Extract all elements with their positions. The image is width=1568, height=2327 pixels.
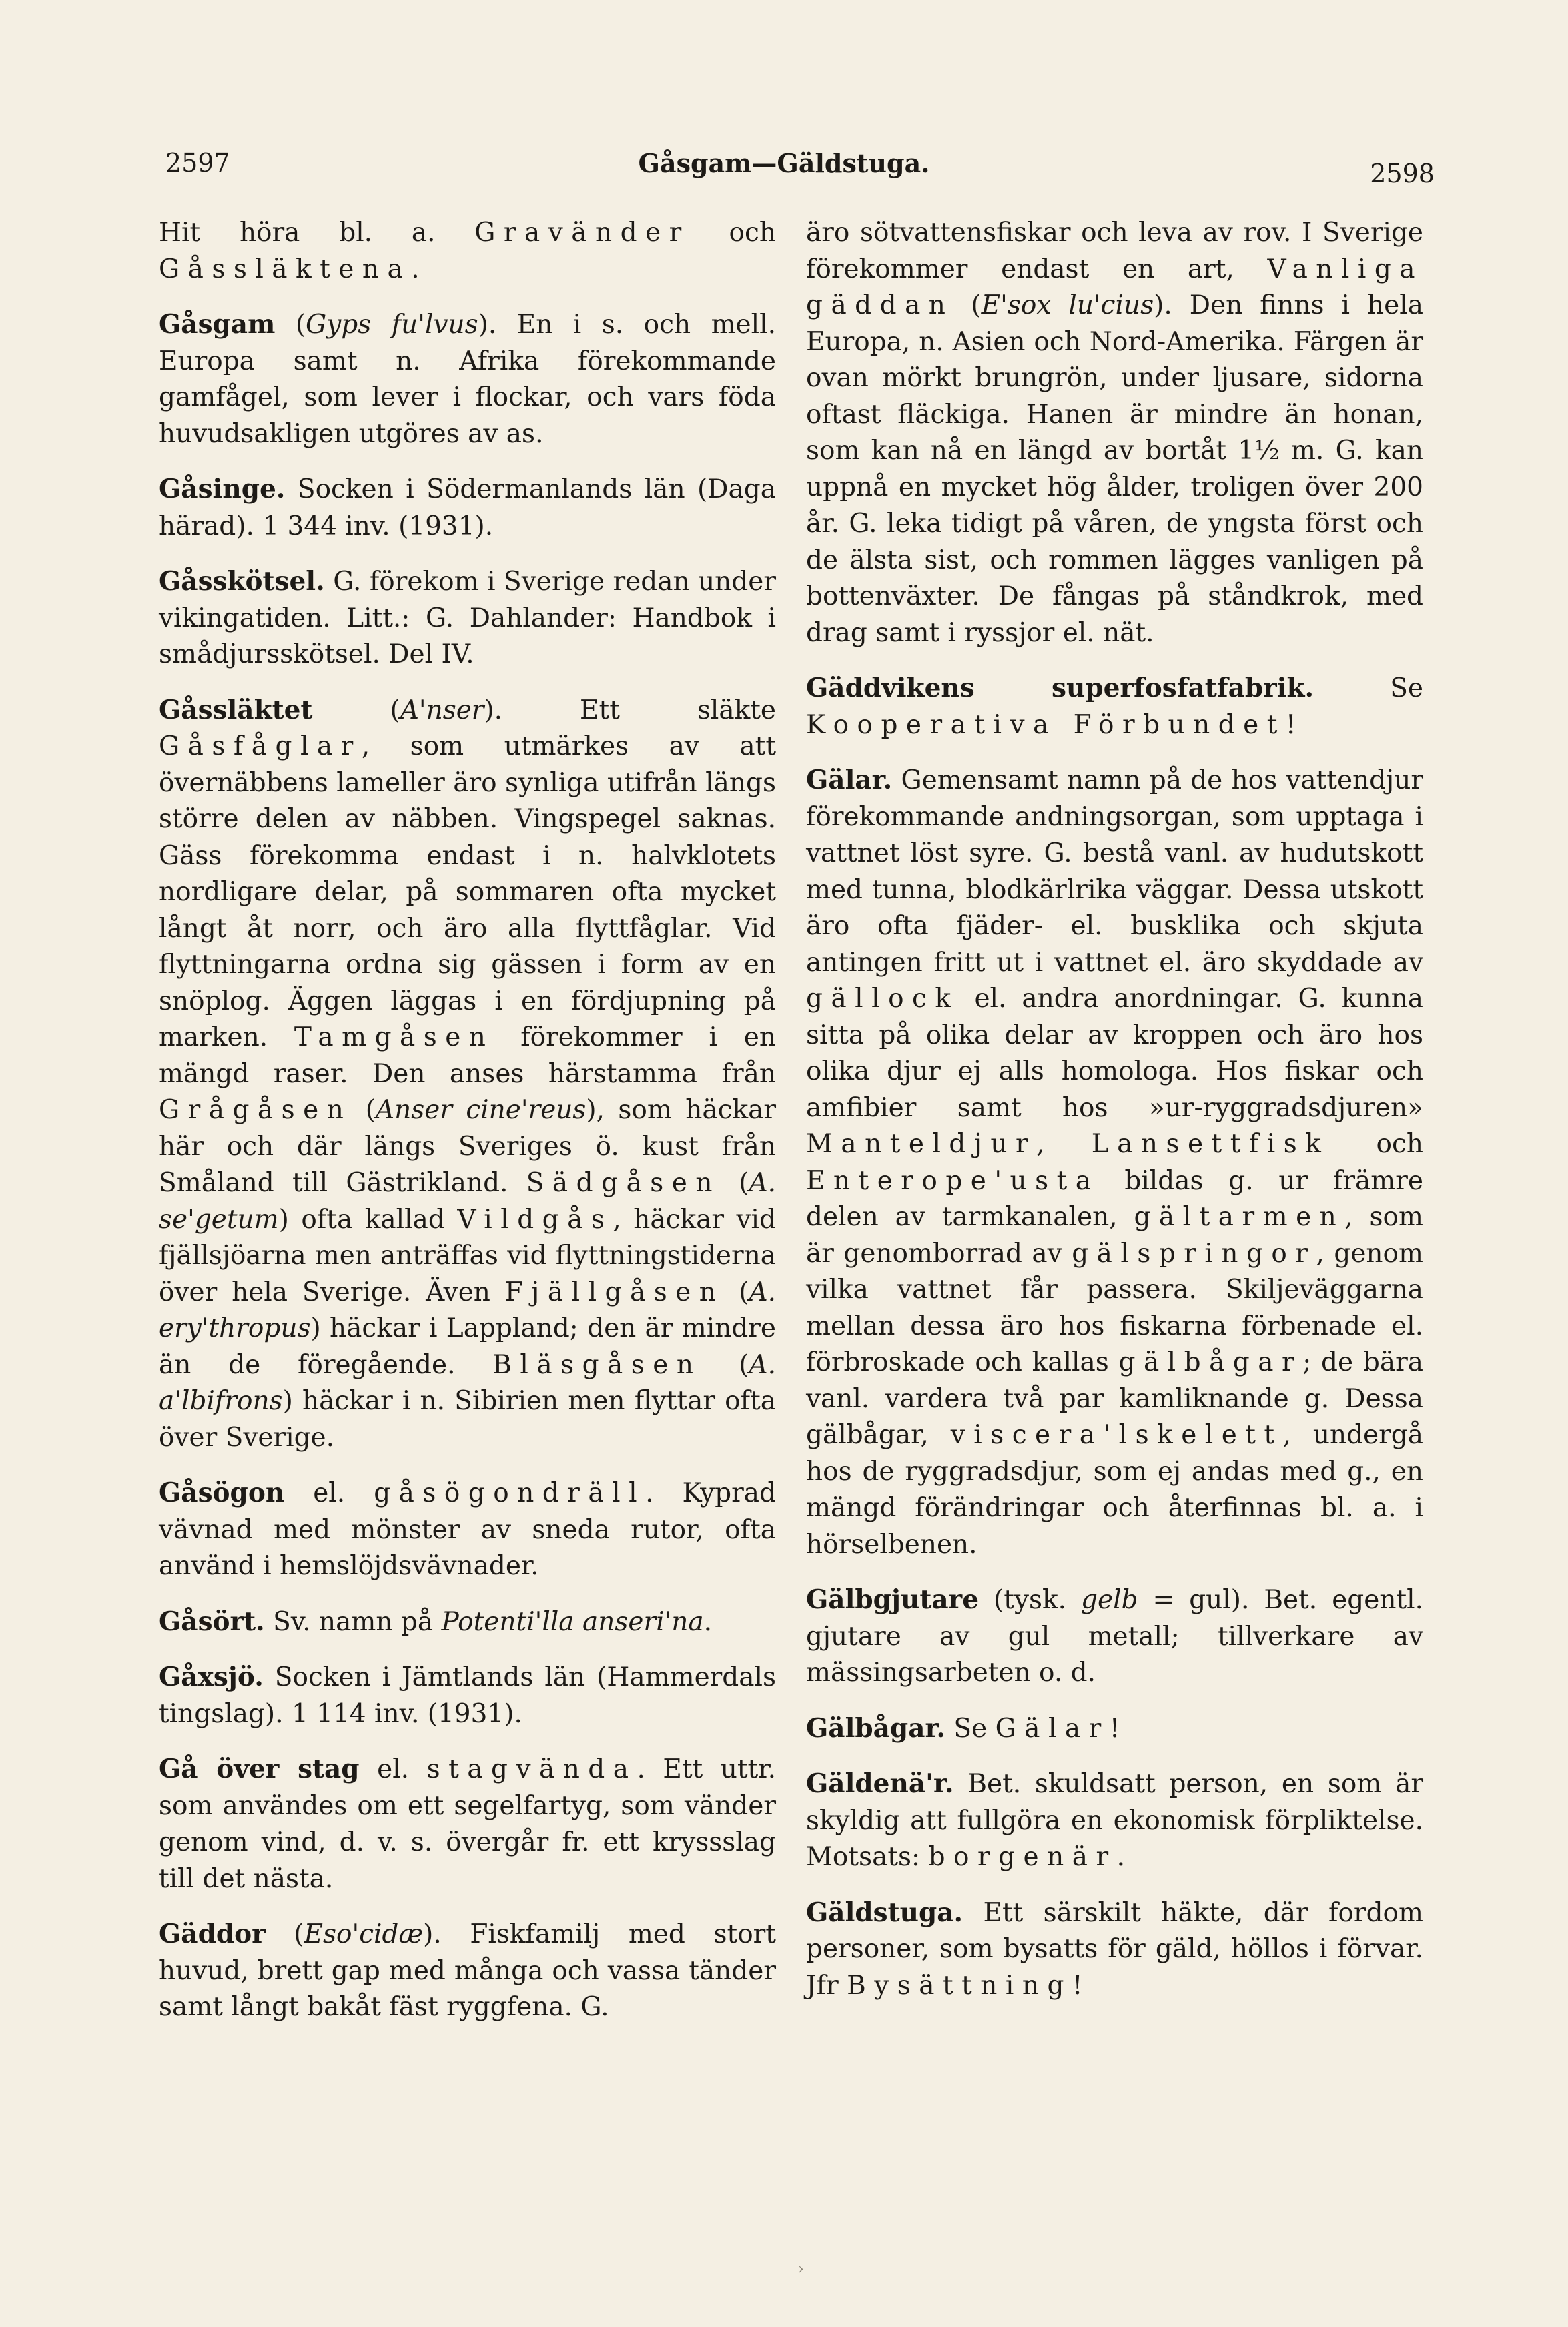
- entry-ga-over-stag: Gå över stag el. stagvända. Ett uttr. som användes om ett segelfartyg, som vänder genom vind, d. v. s. övergår fr. ett kryssslag till det nästa.: [159, 1754, 776, 1894]
- headword: Gälbågar.: [806, 1712, 946, 1744]
- entry-gaddor: Gäddor (Eso'cidæ). Fiskfamilj med stort huvud, brett gap med många och vassa tänder samt långt bakåt fäst ryggfena. G.: [159, 1919, 776, 2022]
- left-page-number: 2597: [165, 148, 230, 178]
- entry-gasslaktet: Gåssläktet (A'nser). Ett släkte Gåsfåglar, som utmärkes av att övernäbbens lameller äro synliga utifrån längs större delen av näbben. Vingspegel saknas. Gäss förekomma endast i n. halvklotets nordligare delar, på sommaren ofta mycket långt åt norr, och äro alla flyttfåglar. Vid flyttningarna ordna sig gässen i form av en snöplog. Äggen läggas i en fördjupning på marken. Tamgåsen förekommer i en mängd raser. Den anses härstamma från Grågåsen (Anser cine'reus), som häckar här och där längs Sveriges ö. kust från Småland till Gästrikland. Sädgåsen (A. se'getum) ofta kallad Vildgås, häckar vid fjällsjöarna men anträffas vid flyttningstiderna över hela Sverige. Även Fjällgåsen (A. ery'thropus) häckar i Lappland; den är mindre än de föregående. Bläsgåsen (A. a'lbifrons) häckar i n. Sibirien men flyttar ofta över Sverige.: [159, 694, 776, 1453]
- entry-galdstuga: Gäldstuga. Ett särskilt häkte, där fordom personer, som bysatts för gäld, höllos i förvar. Jfr Bysättning!: [806, 1897, 1423, 2001]
- headword: Gälbgjutare: [806, 1584, 979, 1615]
- entry-gasort: Gåsört. Sv. namn på Potenti'lla anseri'na.: [159, 1606, 713, 1637]
- entry-galbagar: Gälbågar. Se Gälar!: [806, 1712, 1120, 1744]
- headword: Gälar.: [806, 765, 893, 795]
- running-title: Gåsgam—Gäldstuga.: [638, 148, 930, 178]
- headword: Gåssläktet: [159, 694, 313, 725]
- headword: Gäddor: [159, 1919, 266, 1949]
- headword: Gåsgam: [159, 309, 276, 340]
- entry-gaxsjo: Gåxsjö. Socken i Jämtlands län (Hammerdals tingslag). 1 114 inv. (1931).: [159, 1662, 776, 1729]
- headword: Gåxsjö.: [159, 1662, 264, 1692]
- entry-galar: Gälar. Gemensamt namn på de hos vattendjur förekommande andningsorgan, som upptaga i vattnet löst syre. G. bestå vanl. av hudutskott med tunna, blodkärlrika väggar. Dessa utskott äro ofta fjäder- el. busklika och skjuta antingen fritt ut i vattnet el. äro skyddade av gällock el. andra anordningar. G. kunna sitta på olika delar av kroppen och äro hos olika djur ej alls homologa. Hos fiskar och amfibier samt hos »ur-ryggradsdjuren» Manteldjur, Lansettfisk och Enterope'usta bildas g. ur främre delen av tarmkanalen, gältarmen, som är genomborrad av gälspringor, genom vilka vattnet får passera. Skiljeväggarna mellan dessa äro hos fiskarna förbenade el. förbroskade och kallas gälbågar; de bära vanl. vardera två par kamliknande g. Dessa gälbågar, viscera'lskelett, undergå hos de ryggradsdjur, som ej andas med g., en mängd förändringar och återfinnas bl. a. i hörselbenen.: [806, 765, 1423, 1560]
- right-column: [806, 215, 1423, 2023]
- print-mark-icon: ›: [798, 2261, 804, 2278]
- headword: Gå över stag: [159, 1754, 360, 1784]
- right-page-number: 2598: [1370, 159, 1435, 188]
- headword: Gåsögon: [159, 1477, 285, 1508]
- entry-gaddor-continuation: äro sötvattensfiskar och leva av rov. I Sverige förekommer endast en art, Vanliga gäddan (E'sox lu'cius). Den finns i hela Europa, n. Asien och Nord-Amerika. Färgen är ovan mörkt brungrön, under ljusare, sidorna oftast fläckiga. Hanen är mindre än honan, som kan nå en längd av bortåt 1½ m. G. kan uppnå en mycket hög ålder, troligen över 200 år. G. leka tidigt på våren, de yngsta först och de älsta sist, och rommen lägges vanligen på bottenväxter. De fångas på ståndkrok, med drag samt i ryssjor el. nät.: [806, 218, 1423, 648]
- headword: Gåsskötsel.: [159, 566, 325, 597]
- headword: Gåsört.: [159, 1606, 265, 1637]
- entry-gasskotsel: Gåsskötsel. G. förekom i Sverige redan under vikingatiden. Litt.: G. Dahlander: Handbok i smådjursskötsel. Del IV.: [159, 566, 776, 669]
- left-column: [159, 215, 776, 2045]
- entry-gasgam: Gåsgam (Gyps fu'lvus). En i s. och mell. Europa samt n. Afrika förekommande gamfågel, som lever i flockar, och vars föda huvudsakligen utgöres av as.: [159, 309, 776, 449]
- entry-gasogon: Gåsögon el. gåsögondräll. Kyprad vävnad med mönster av sneda rutor, ofta använd i hemslöjdsvävnader.: [159, 1477, 776, 1581]
- entry-gaddvikens: Gäddvikens superfosfatfabrik. Se Kooperativa Förbundet!: [806, 673, 1423, 740]
- headword: Gäldenä'r.: [806, 1768, 954, 1799]
- headword: Gäldstuga.: [806, 1897, 963, 1928]
- headword: Gåsinge.: [159, 474, 286, 505]
- headword: Gäddvikens superfosfatfabrik.: [806, 673, 1314, 703]
- entry-galbgjutare: Gälbgjutare (tysk. gelb = gul). Bet. egentl. gjutare av gul metall; tillverkare av mässingsarbeten o. d.: [806, 1584, 1423, 1688]
- entry-gravander-continuation: Hit höra bl. a. Gravänder och Gåssläktena.: [159, 218, 776, 284]
- entry-gasinge: Gåsinge. Socken i Södermanlands län (Daga härad). 1 344 inv. (1931).: [159, 474, 776, 541]
- entry-galdenar: Gäldenä'r. Bet. skuldsatt person, en som är skyldig att fullgöra en ekonomisk förpliktelse. Motsats: borgenär.: [806, 1768, 1423, 1872]
